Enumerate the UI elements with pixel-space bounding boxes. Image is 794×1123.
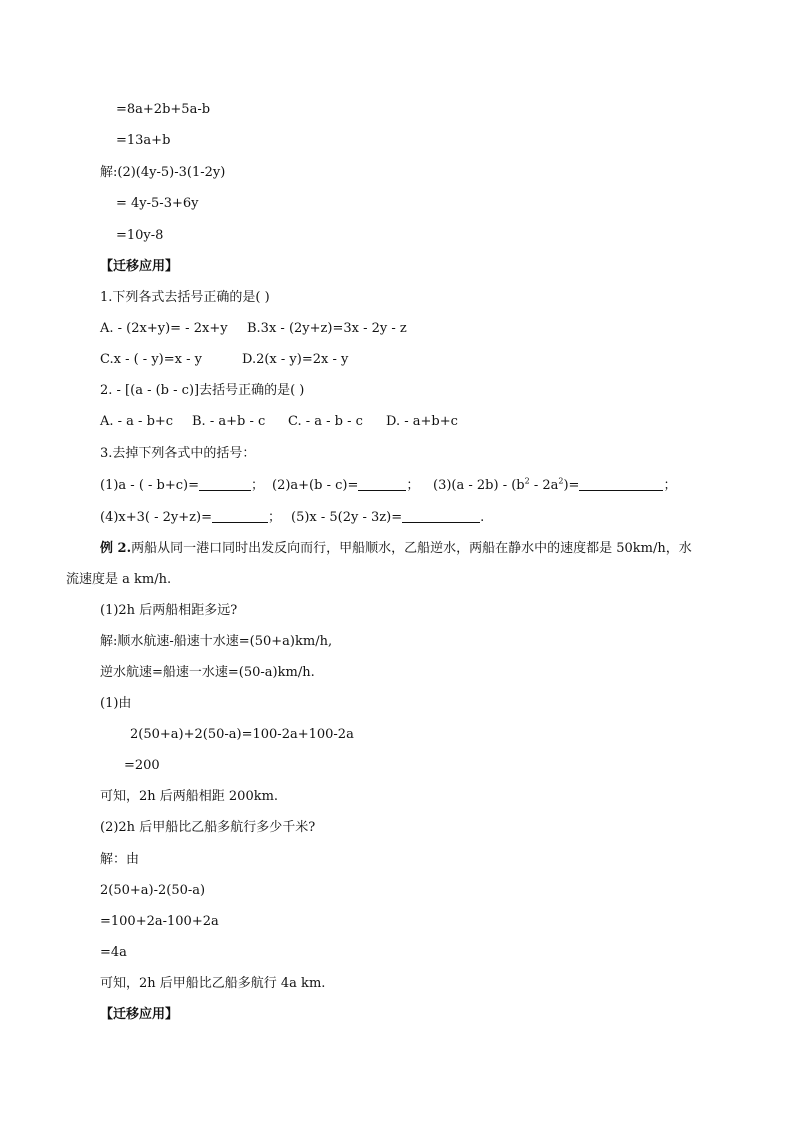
section-heading-transfer-2: 【迁移应用】 (100, 1007, 179, 1022)
question-3-item-1 (100, 477, 264, 495)
question-1-option-b: B.3x - (2y+z)=3x - 2y - z (247, 321, 407, 336)
item-1-text: (1)a - ( - b+c)= (100, 478, 200, 493)
answer-blank-2[interactable] (358, 478, 406, 491)
question-2: 2. - [(a - (b - c)]去括号正确的是( ) (100, 383, 305, 398)
work-line-1: =8a+2b+5a-b (116, 102, 211, 117)
work-line-2: =13a+b (116, 133, 171, 148)
solution-line-1: 解:顺水航速-船速十水速=(50+a)km/h, (100, 634, 333, 649)
semicolon: ； (663, 478, 677, 493)
item-2-text: (2)a+(b - c)= (272, 478, 359, 493)
solution-line-7: 解：由 (100, 852, 140, 867)
part-2-question: (2)2h 后甲船比乙船多航行多少千米? (100, 820, 316, 835)
solution-line-10: =4a (100, 945, 127, 960)
solution-line-4: 2(50+a)+2(50-a)=100-2a+100-2a (130, 727, 354, 742)
semicolon: ； (267, 510, 281, 525)
solution-line-6: 可知，2h 后两船相距 200km. (100, 789, 279, 804)
question-3-item-4 (100, 509, 281, 527)
item-3-text-a: (3)(a - 2b) - (b (433, 478, 525, 493)
item-4-text: (4)x+3( - 2y+z)= (100, 510, 212, 525)
example-2-text-continued: 流速度是 a km/h. (66, 572, 172, 587)
item-3-text-c: )= (563, 478, 580, 493)
work-line-4: =10y-8 (116, 228, 164, 243)
section-heading-transfer: 【迁移应用】 (100, 259, 179, 274)
solution-line-8: 2(50+a)-2(50-a) (100, 883, 206, 898)
question-2-option-b: B. - a+b - c (192, 414, 266, 429)
question-3: 3.去掉下列各式中的括号： (100, 446, 256, 461)
solution-line-3: (1)由 (100, 696, 132, 711)
answer-blank-4[interactable] (212, 510, 268, 523)
semicolon: ； (251, 478, 265, 493)
question-2-option-d: D. - a+b+c (386, 414, 458, 429)
question-1-option-d: D.2(x - y)=2x - y (242, 352, 349, 367)
question-2-option-a: A. - a - b+c (100, 414, 174, 429)
question-2-option-c: C. - a - b - c (288, 414, 363, 429)
example-2-label: 例 2. (100, 541, 132, 556)
question-1-option-a: A. - (2x+y)= - 2x+y (100, 321, 228, 336)
question-3-item-2 (272, 477, 419, 495)
item-3-text-b: - 2a (529, 478, 559, 493)
answer-blank-1[interactable] (199, 478, 251, 491)
solution-line-2: 逆水航速=船速一水速=(50-a)km/h. (100, 665, 315, 680)
part-1-question: (1)2h 后两船相距多远? (100, 603, 238, 618)
exponent: 2 (558, 476, 564, 486)
answer-blank-5[interactable] (402, 510, 480, 523)
question-1-option-c: C.x - ( - y)=x - y (100, 352, 202, 367)
solution-line-5: =200 (124, 758, 160, 773)
exponent: 2 (524, 476, 530, 486)
solution-2-heading: 解:(2)(4y-5)-3(1-2y) (100, 165, 226, 180)
period: . (480, 510, 485, 525)
solution-line-11: 可知，2h 后甲船比乙船多航行 4a km. (100, 976, 326, 991)
work-line-3: = 4y-5-3+6y (116, 196, 199, 211)
semicolon: ； (406, 478, 420, 493)
question-3-item-3 (433, 477, 676, 495)
question-1: 1.下列各式去括号正确的是( ) (100, 290, 270, 305)
item-5-text: (5)x - 5(2y - 3z)= (291, 510, 403, 525)
question-3-item-5 (291, 509, 484, 527)
answer-blank-3[interactable] (579, 478, 663, 491)
solution-line-9: =100+2a-100+2a (100, 914, 219, 929)
example-2-text: 两船从同一港口同时出发反向而行，甲船顺水，乙船逆水，两船在静水中的速度都是 50km/h，水 (131, 541, 692, 556)
example-2 (100, 540, 692, 558)
